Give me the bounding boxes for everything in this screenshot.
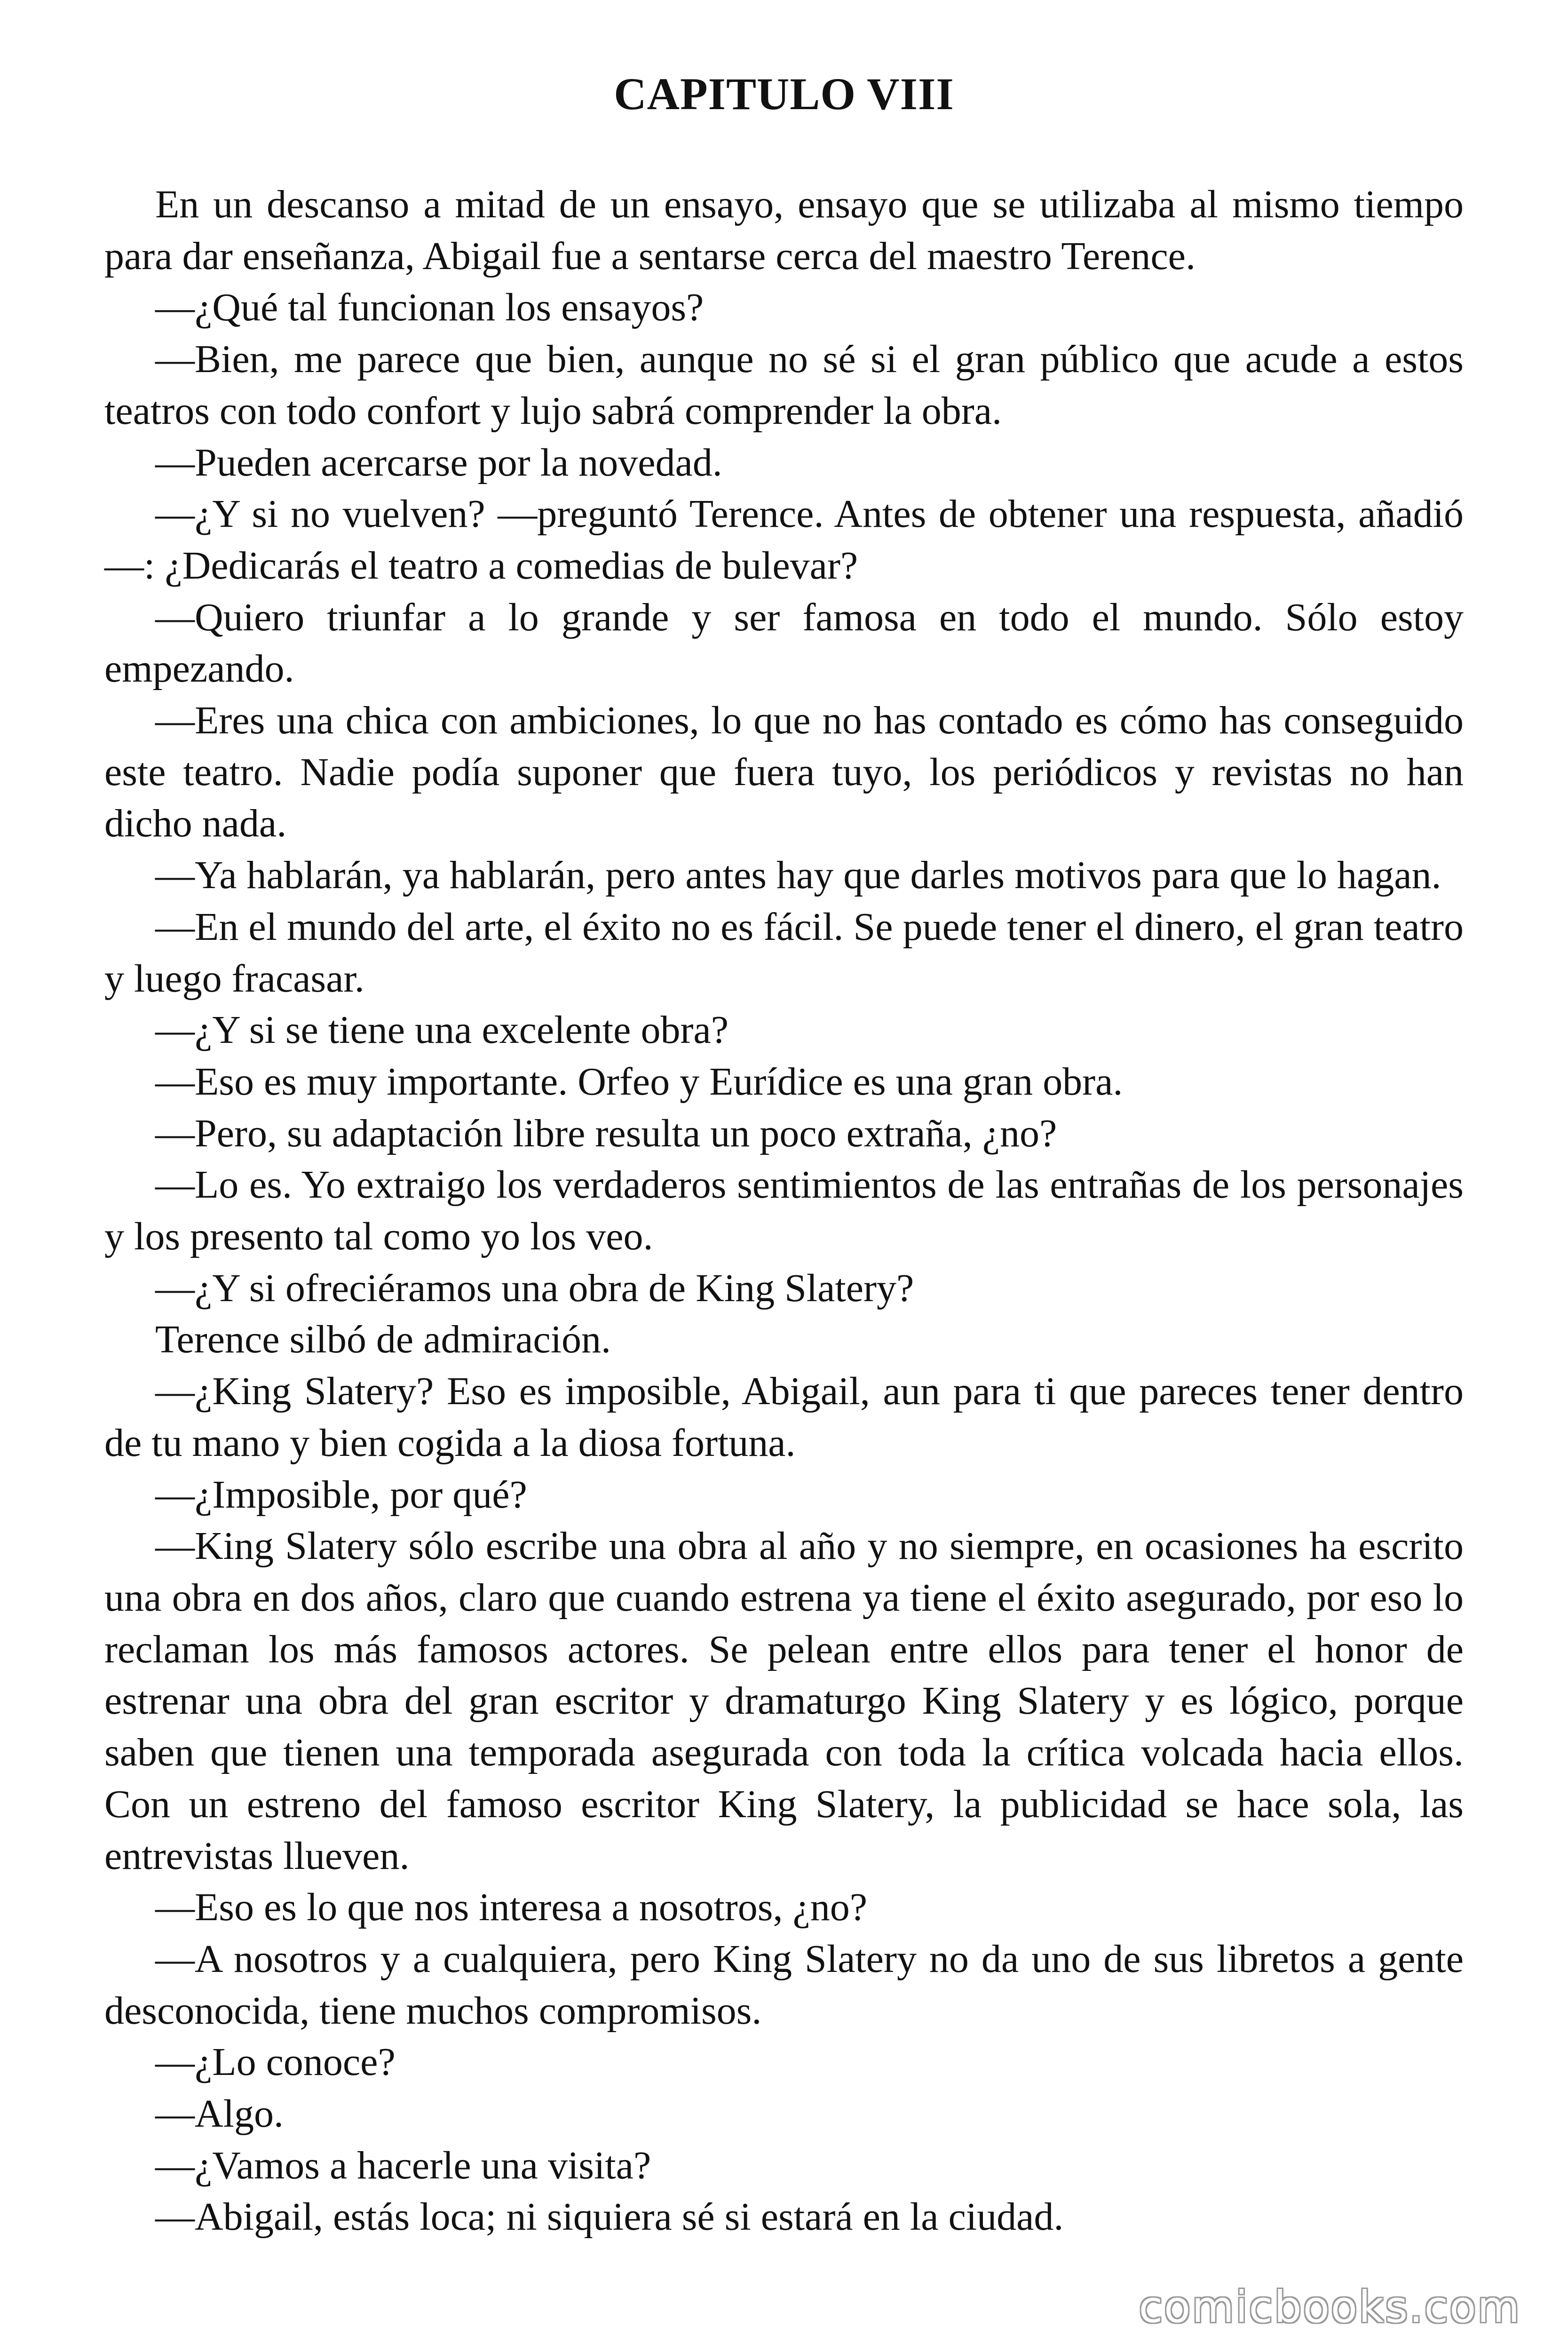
paragraph: —¿Y si ofreciéramos una obra de King Slatery? (155, 1266, 914, 1310)
paragraph: En un descanso a mitad de un ensayo, ensayo que se utilizaba al mismo tiempo para dar enseñanza, Abigail fue a sentarse cerca del maestro Terence. (104, 183, 1464, 278)
paragraph: —¿Lo conoce? (155, 2040, 396, 2084)
paragraph: —Pero, su adaptación libre resulta un poco extraña, ¿no? (155, 1111, 1057, 1155)
paragraph: —Bien, me parece que bien, aunque no sé si el gran público que acude a estos teatros con todo confort y lujo sabrá comprender la obra. (104, 337, 1464, 433)
paragraph: —Quiero triunfar a lo grande y ser famosa en todo el mundo. Sólo estoy empezando. (104, 595, 1464, 691)
paragraph: —Ya hablarán, ya hablarán, pero antes hay que darles motivos para que lo hagan. (155, 853, 1441, 898)
paragraph: —¿Imposible, por qué? (155, 1472, 527, 1517)
chapter-title: CAPITULO VIII (614, 69, 954, 119)
watermark: comicbooks.com (1139, 2282, 1521, 2332)
paragraph: —¿Y si se tiene una excelente obra? (155, 1008, 729, 1052)
paragraph: —¿King Slatery? Eso es imposible, Abigail, aun para ti que pareces tener dentro de tu mano y bien cogida a la diosa fortuna. (104, 1369, 1464, 1465)
chapter-body (104, 179, 1464, 2243)
paragraph: —Algo. (155, 2092, 284, 2136)
paragraph: Terence silbó de admiración. (155, 1318, 611, 1362)
paragraph: —Pueden acercarse por la novedad. (155, 440, 722, 485)
paragraph: —Eres una chica con ambiciones, lo que no has contado es cómo has conseguido este teatro. Nadie podía suponer que fuera tuyo, los periódicos y revistas no han dicho nada. (104, 699, 1464, 846)
paragraph: —Lo es. Yo extraigo los verdaderos sentimientos de las entrañas de los personajes y los presento tal como yo los veo. (104, 1163, 1464, 1259)
paragraph: —¿Vamos a hacerle una visita? (155, 2143, 651, 2187)
paragraph: —¿Qué tal funcionan los ensayos? (155, 286, 704, 330)
paragraph: —A nosotros y a cualquiera, pero King Slatery no da uno de sus libretos a gente desconocida, tiene muchos compromisos. (104, 1937, 1464, 2033)
paragraph: —¿Y si no vuelven? —preguntó Terence. Antes de obtener una respuesta, añadió—: ¿Dedicarás el teatro a comedias de bulevar? (104, 492, 1464, 588)
paragraph: —King Slatery sólo escribe una obra al año y no siempre, en ocasiones ha escrito una obra en dos años, claro que cuando estrena ya tiene el éxito asegurado, por eso lo reclaman los más famosos actores. Se pelean entre ellos para tener el honor de estrenar una obra del gran escritor y dramaturgo King Slatery y es lógico, porque saben que tienen una temporada asegurada con toda la crítica volcada hacia ellos. Con un estreno del famoso escritor King Slatery, la publicidad se hace sola, las entrevistas llueven. (104, 1524, 1464, 1878)
paragraph: —Eso es lo que nos interesa a nosotros, ¿no? (155, 1885, 868, 1930)
paragraph: —Eso es muy importante. Orfeo y Eurídice es una gran obra. (155, 1059, 1123, 1104)
paragraph: —Abigail, estás loca; ni siquiera sé si estará en la ciudad. (155, 2195, 1064, 2239)
paragraph: —En el mundo del arte, el éxito no es fácil. Se puede tener el dinero, el gran teatro y luego fracasar. (104, 905, 1464, 1001)
